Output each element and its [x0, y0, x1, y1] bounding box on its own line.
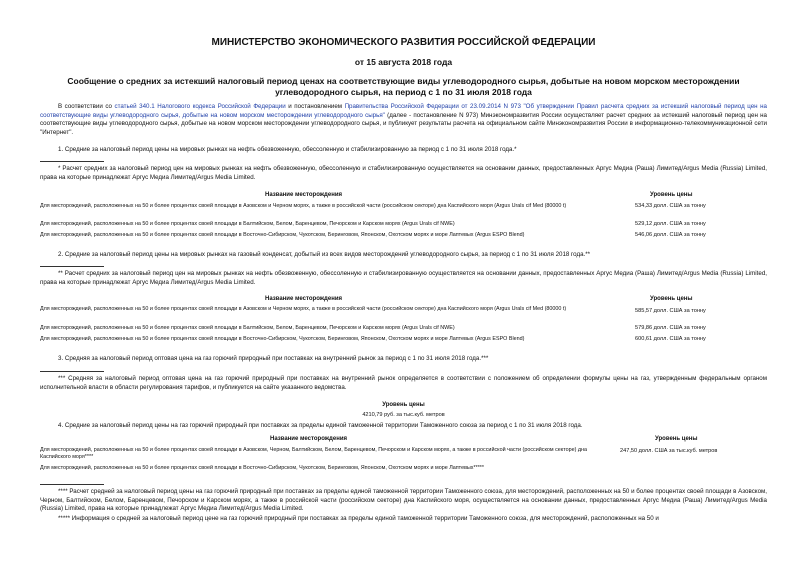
s2-row-3-name: Для месторождений, расположенных на 50 и более процентах своей площади в Восточно-Сибирском, Чукотском, Беринговом, Японском, Охотском морях и море Лаптевых (Argus ESPO Blend) [40, 336, 525, 342]
footnote-divider [40, 161, 104, 162]
title-line-2: углеводородного сырья, на период с 1 по 31 июля 2018 года [275, 86, 532, 97]
intro-paragraph [40, 103, 767, 137]
s3-col-price-header: Уровень цены [382, 402, 425, 408]
document-title [40, 76, 767, 97]
government-decree-link[interactable]: Правительства Российской Федерации от 23.09.2014 N 973 "Об утверждении Правил расчета средних за истекший налоговый период цен на соответствующие виды углеводородного сырья, добытые на новом морском месторождении углеводородного сырья" [40, 103, 767, 119]
footnote-divider [40, 266, 104, 267]
section1-footnote: * Расчет средних за налоговый период цен на мировых рынках на нефть обезвоженную, обессоленную и стабилизированную осуществляется на основании данных, предоставленных Аргус Медиа (Раша) Лимитед/Argus Media (Russia) Limited, права на которые принадлежат Аргус Медиа Лимитед/Argus Media Limited. [40, 165, 767, 181]
s2-row-2-price: 579,86 долл. США за тонну [635, 325, 706, 331]
s2-row-3-price: 600,61 долл. США за тонну [635, 336, 706, 342]
s4-col-price-header: Уровень цены [655, 436, 698, 442]
intro-suffix: (далее - постановление N 973) Минэкономразвития России осуществляет расчет средних за истекший налоговый период цен на соответствующие виды углеводородного сырья, добытые на новом морском месторождении углеводородного сырья, и публикует результаты расчета на официальном сайте Минэкономразвития России в информационно-телекоммуникационной сети "Интернет". [40, 111, 767, 136]
s4-row-1-price: 247,50 долл. США за тыс.куб. метров [620, 448, 718, 454]
intro-prefix: В соответствии со [58, 103, 115, 110]
title-line-1: Сообщение о средних за истекший налоговый период ценах на соответствующие виды углеводородного сырья, добытые на новом морском месторождении [67, 76, 740, 86]
s1-row-1-price: 534,33 долл. США за тонну [635, 203, 706, 209]
s4-row-1-name: Для месторождений, расположенных на 50 и более процентах своей площади в Азовском, Черном, Балтийском, Белом, Баренцевом, Печорском и Карском морях, а также в российской части (российском секторе) дна Каспийского моря**** [40, 447, 588, 461]
footnote-divider [40, 371, 104, 372]
section3-footnote: *** Средняя за налоговый период оптовая цена на газ горючий природный при поставках на внутренний рынок определяется в соответствии с положением об определении формулы цены на газ, утвержденным федеральным органом исполнительной власти в области регулирования тарифов, и публикуется на сайте указанного ведомства. [40, 375, 767, 391]
tax-code-link[interactable]: статьей 340.1 Налогового кодекса Российской Федерации [114, 103, 286, 110]
s4-row-2-name: Для месторождений, расположенных на 50 и более процентах своей площади в Восточно-Сибирском, Чукотском, Беринговом, Японском, Охотском морях и море Лаптевых***** [40, 465, 484, 471]
s4-col-name-header: Название месторождения [270, 436, 348, 442]
s1-row-2-name: Для месторождений, расположенных на 50 и более процентах своей площади в Балтийском, Белом, Баренцевом, Печорском и Карском морях (Argus Urals cif NWE) [40, 221, 455, 227]
s1-row-3-price: 546,06 долл. США за тонну [635, 232, 706, 238]
footnote-divider [40, 484, 104, 485]
s2-row-1-name: Для месторождений, расположенных на 50 и более процентах своей площади в Азовском и Черном морях, а также в российской части (российском секторе) дна Каспийского моря (Argus Urals cif Med (80000 t) [40, 306, 567, 312]
section4-footnote-5: ***** Информация о средней за налоговый период цене на газ горючий природный при поставках за пределы единой таможенной территории Таможенного союза, для месторождений, расположенных на 50 и [58, 515, 659, 522]
document-date: от 15 августа 2018 года [354, 57, 453, 67]
s3-price: 4210,79 руб. за тыс.куб. метров [362, 412, 445, 418]
s2-row-1-price: 585,57 долл. США за тонну [635, 308, 706, 314]
section4-footnote-4: **** Расчет средней за налоговый период цены на газ горючий природный при поставках за пределы единой таможенной территории Таможенного союза, для месторождений, расположенных на 50 и более процентах своей площади в Азовском, Черном, Балтийском, Белом, Баренцевом, Печорском и Карском морях, а также в российской части (российском секторе) дна Каспийского моря, осуществляется на основании данных, предоставленных Аргус Медиа (Раша) Лимитед/Argus Media (Russia) Limited, права на которые принадлежат Аргус Медиа Лимитед/Argus Media Limited. [40, 488, 767, 513]
section2-heading: 2. Средние за налоговый период цены на мировых рынках на газовый конденсат, добытый из всех видов месторождений углеводородного сырья, за период с 1 по 31 июля 2018 года.** [58, 251, 591, 258]
s2-col-price-header: Уровень цены [650, 296, 693, 302]
s2-col-name-header: Название месторождения [265, 296, 343, 302]
section2-footnote: ** Расчет средних за налоговый период цен на мировых рынках на нефть обезвоженную, обессоленную и стабилизированную осуществляется на основании данных, предоставленных Аргус Медиа (Раша) Лимитед/Argus Media (Russia) Limited, права на которые принадлежат Аргус Медиа Лимитед/Argus Media Limited. [40, 270, 767, 286]
intro-mid: и постановлением [285, 103, 345, 110]
s1-row-1-name: Для месторождений, расположенных на 50 и более процентах своей площади в Азовском и Черном морях, а также в российской части (российском секторе) дна Каспийского моря (Argus Urals cif Med (80000 t) [40, 203, 567, 209]
section4-heading: 4. Средние за налоговый период цены на газ горючий природный при поставках за пределы единой таможенной территории Таможенного союза за период с 1 по 31 июля 2018 года. [58, 422, 583, 429]
s1-col-price-header: Уровень цены [650, 192, 693, 198]
s1-row-2-price: 529,12 долл. США за тонну [635, 221, 706, 227]
section1-heading: 1. Средние за налоговый период цены на мировых рынках на нефть обезвоженную, обессоленную и стабилизированную за период с 1 по 31 июля 2018 года.* [58, 146, 517, 153]
s2-row-2-name: Для месторождений, расположенных на 50 и более процентах своей площади в Балтийском, Белом, Баренцевом, Печорском и Карском морях (Argus Urals cif NWE) [40, 325, 455, 331]
s1-col-name-header: Название месторождения [265, 192, 343, 198]
section3-heading: 3. Средняя за налоговый период оптовая цена на газ горючий природный при поставках на внутренний рынок за период с 1 по 31 июля 2018 года.*** [58, 355, 489, 362]
s1-row-3-name: Для месторождений, расположенных на 50 и более процентах своей площади в Восточно-Сибирском, Чукотском, Беринговом, Японском, Охотском морях и море Лаптевых (Argus ESPO Blend) [40, 232, 525, 238]
ministry-header: МИНИСТЕРСТВО ЭКОНОМИЧЕСКОГО РАЗВИТИЯ РОССИЙСКОЙ ФЕДЕРАЦИИ [211, 37, 596, 48]
